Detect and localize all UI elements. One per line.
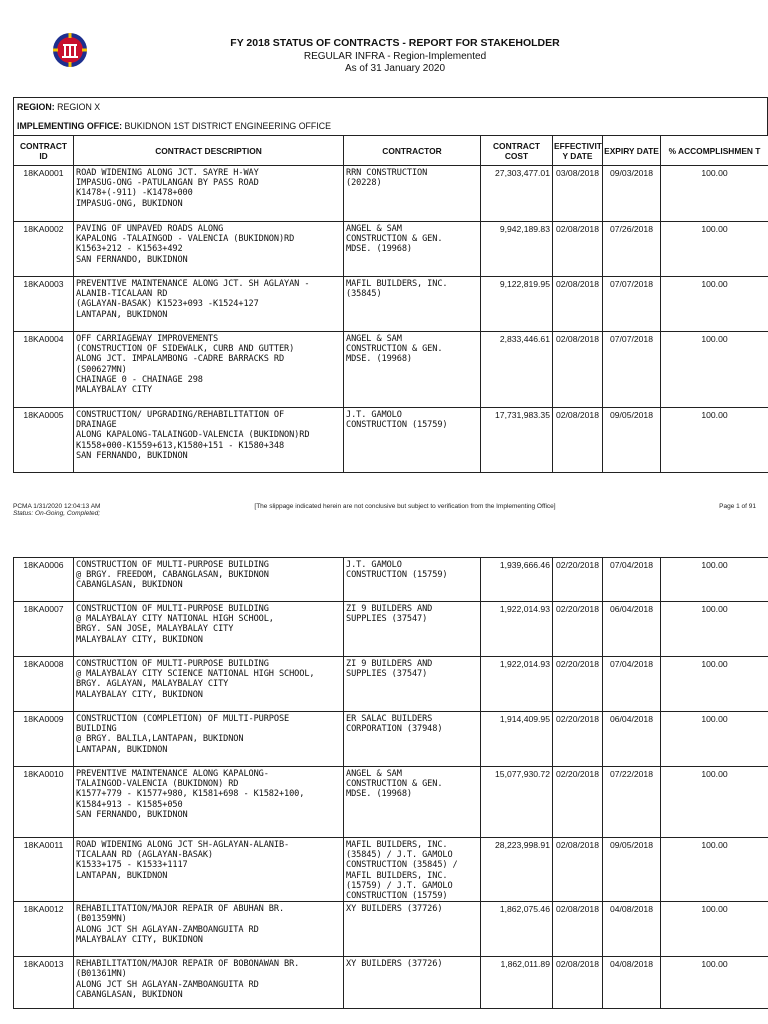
cell-expiry-date: 06/04/2018 (603, 602, 661, 657)
cell-contractor: XY BUILDERS (37726) (344, 902, 481, 957)
cell-contractor: XY BUILDERS (37726) (344, 957, 481, 1009)
col-header-contractor: CONTRACTOR (344, 136, 481, 166)
cell-effectivity-date: 02/20/2018 (553, 602, 603, 657)
cell-description: PREVENTIVE MAINTENANCE ALONG KAPALONG- TALAINGOD-VALENCIA (BUKIDNON) RD K1577+779 - K1577+980, K1581+698 - K1582+100, K1584+913 - K1585+050 SAN FERNANDO, BUKIDNON (74, 767, 344, 838)
cell-description: CONSTRUCTION OF MULTI-PURPOSE BUILDING @ MALAYBALAY CITY NATIONAL HIGH SCHOOL, BRGY. SAN JOSE, MALAYBALAY CITY MALAYBALAY CITY, BUKIDNON (74, 602, 344, 657)
footer-timestamp: PCMA 1/31/2020 12:04:13 AM (13, 503, 101, 510)
cell-accomplishment: 100.00 (661, 332, 768, 408)
cell-expiry-date: 07/04/2018 (603, 558, 661, 602)
cell-expiry-date: 07/07/2018 (603, 332, 661, 408)
cell-description: CONSTRUCTION OF MULTI-PURPOSE BUILDING @ BRGY. FREEDOM, CABANGLASAN, BUKIDNON CABANGLASAN, BUKIDNON (74, 558, 344, 602)
cell-description: OFF CARRIAGEWAY IMPROVEMENTS (CONSTRUCTION OF SIDEWALK, CURB AND GUTTER) ALONG JCT. IMPALAMBONG -CADRE BARRACKS RD (S00627MN) CHAINAGE 0 - CHAINAGE 298 MALAYBALAY CITY (74, 332, 344, 408)
cell-effectivity-date: 03/08/2018 (553, 166, 603, 222)
cell-description: PAVING OF UNPAVED ROADS ALONG KAPALONG -TALAINGOD - VALENCIA (BUKIDNON)RD K1563+212 - K1563+492 SAN FERNANDO, BUKIDNON (74, 222, 344, 277)
cell-accomplishment: 100.00 (661, 602, 768, 657)
cell-contract-cost: 15,077,930.72 (481, 767, 553, 838)
cell-description: REHABILITATION/MAJOR REPAIR OF BOBONAWAN BR. (B01361MN) ALONG JCT SH AGLAYAN-ZAMBOANGUITA RD CABANGLASAN, BUKIDNON (74, 957, 344, 1009)
cell-accomplishment: 100.00 (661, 767, 768, 838)
cell-contractor: J.T. GAMOLO CONSTRUCTION (15759) (344, 558, 481, 602)
contracts-table-page-2 (13, 557, 768, 1009)
cell-contract-cost: 27,303,477.01 (481, 166, 553, 222)
cell-accomplishment: 100.00 (661, 222, 768, 277)
cell-effectivity-date: 02/08/2018 (553, 277, 603, 332)
cell-contractor: RRN CONSTRUCTION (20228) (344, 166, 481, 222)
table-row (14, 408, 768, 473)
cell-description: CONSTRUCTION (COMPLETION) OF MULTI-PURPOSE BUILDING @ BRGY. BALILA,LANTAPAN, BUKIDNON LANTAPAN, BUKIDNON (74, 712, 344, 767)
cell-effectivity-date: 02/08/2018 (553, 408, 603, 473)
report-page-2 (0, 545, 768, 1024)
table-row (14, 838, 768, 902)
col-header-effectivity: EFFECTIVIT Y DATE (553, 136, 603, 166)
cell-contract-cost: 28,223,998.91 (481, 838, 553, 902)
cell-expiry-date: 09/05/2018 (603, 838, 661, 902)
footer-status: Status: On-Going, Completed; (13, 510, 101, 517)
cell-contractor: ANGEL & SAM CONSTRUCTION & GEN. MDSE. (19968) (344, 767, 481, 838)
cell-contract-cost: 1,862,075.46 (481, 902, 553, 957)
cell-effectivity-date: 02/08/2018 (553, 838, 603, 902)
cell-accomplishment: 100.00 (661, 902, 768, 957)
cell-contractor: ANGEL & SAM CONSTRUCTION & GEN. MDSE. (19968) (344, 332, 481, 408)
cell-description: PREVENTIVE MAINTENANCE ALONG JCT. SH AGLAYAN - ALANIB-TICALAAN RD (AGLAYAN-BASAK) K1523+093 -K1524+127 LANTAPAN, BUKIDNON (74, 277, 344, 332)
cell-expiry-date: 07/04/2018 (603, 657, 661, 712)
col-header-cost: CONTRACT COST (481, 136, 553, 166)
cell-contract-id: 18KA0001 (14, 166, 74, 222)
region-label: REGION: (17, 102, 55, 112)
cell-description: ROAD WIDENING ALONG JCT SH-AGLAYAN-ALANIB- TICALAAN RD (AGLAYAN-BASAK) K1533+175 - K1533+1117 LANTAPAN, BUKIDNON (74, 838, 344, 902)
cell-contract-cost: 2,833,446.61 (481, 332, 553, 408)
footer-page-number: Page 1 of 91 (719, 503, 756, 510)
office-value: BUKIDNON 1ST DISTRICT ENGINEERING OFFICE (124, 121, 331, 131)
cell-effectivity-date: 02/08/2018 (553, 957, 603, 1009)
cell-expiry-date: 04/08/2018 (603, 957, 661, 1009)
cell-accomplishment: 100.00 (661, 838, 768, 902)
table-row (14, 332, 768, 408)
cell-description: CONSTRUCTION/ UPGRADING/REHABILITATION OF DRAINAGE ALONG KAPALONG-TALAINGOD-VALENCIA (BUKIDNON)RD K1558+000-K1559+613,K1580+151 - K1580+348 SAN FERNANDO, BUKIDNON (74, 408, 344, 473)
cell-contractor: MAFIL BUILDERS, INC. (35845) / J.T. GAMOLO CONSTRUCTION (35845) / MAFIL BUILDERS, INC. (15759) / J.T. GAMOLO CONSTRUCTION (15759) (344, 838, 481, 902)
cell-contract-id: 18KA0004 (14, 332, 74, 408)
cell-expiry-date: 07/07/2018 (603, 277, 661, 332)
cell-contract-cost: 1,862,011.89 (481, 957, 553, 1009)
cell-description: ROAD WIDENING ALONG JCT. SAYRE H-WAY IMPASUG-ONG -PATULANGAN BY PASS ROAD K1478+(-911) -K1478+000 IMPASUG-ONG, BUKIDNON (74, 166, 344, 222)
cell-contract-id: 18KA0003 (14, 277, 74, 332)
report-title: FY 2018 STATUS OF CONTRACTS - REPORT FOR STAKEHOLDER (230, 37, 560, 49)
cell-contract-id: 18KA0002 (14, 222, 74, 277)
cell-contractor: ER SALAC BUILDERS CORPORATION (37948) (344, 712, 481, 767)
cell-accomplishment: 100.00 (661, 408, 768, 473)
table-row (14, 277, 768, 332)
table-row (14, 166, 768, 222)
cell-contractor: J.T. GAMOLO CONSTRUCTION (15759) (344, 408, 481, 473)
table-row (14, 222, 768, 277)
cell-expiry-date: 04/08/2018 (603, 902, 661, 957)
cell-contract-cost: 9,122,819.95 (481, 277, 553, 332)
cell-accomplishment: 100.00 (661, 712, 768, 767)
cell-expiry-date: 07/22/2018 (603, 767, 661, 838)
dpwh-seal-icon (52, 32, 88, 68)
cell-contract-cost: 1,922,014.93 (481, 657, 553, 712)
cell-accomplishment: 100.00 (661, 558, 768, 602)
report-subtitle: REGULAR INFRA - Region-Implemented (303, 51, 487, 62)
col-header-accomplishment: % ACCOMPLISHMEN T (661, 136, 768, 166)
cell-expiry-date: 06/04/2018 (603, 712, 661, 767)
footer-left (13, 503, 153, 517)
cell-accomplishment: 100.00 (661, 957, 768, 1009)
col-header-contract-id: CONTRACT ID (14, 136, 74, 166)
cell-contract-id: 18KA0011 (14, 838, 74, 902)
col-header-expiry: EXPIRY DATE (603, 136, 661, 166)
cell-contractor: MAFIL BUILDERS, INC. (35845) (344, 277, 481, 332)
cell-expiry-date: 07/26/2018 (603, 222, 661, 277)
cell-effectivity-date: 02/08/2018 (553, 332, 603, 408)
cell-expiry-date: 09/05/2018 (603, 408, 661, 473)
cell-expiry-date: 09/03/2018 (603, 166, 661, 222)
table-row (14, 767, 768, 838)
cell-contract-cost: 17,731,983.35 (481, 408, 553, 473)
table-row (14, 712, 768, 767)
cell-contract-id: 18KA0010 (14, 767, 74, 838)
cell-contract-id: 18KA0013 (14, 957, 74, 1009)
cell-contractor: ZI 9 BUILDERS AND SUPPLIES (37547) (344, 657, 481, 712)
cell-accomplishment: 100.00 (661, 277, 768, 332)
cell-effectivity-date: 02/08/2018 (553, 902, 603, 957)
cell-contract-cost: 1,914,409.95 (481, 712, 553, 767)
table-row (14, 602, 768, 657)
cell-contract-id: 18KA0012 (14, 902, 74, 957)
cell-contract-id: 18KA0006 (14, 558, 74, 602)
office-label: IMPLEMENTING OFFICE: (17, 121, 123, 131)
cell-effectivity-date: 02/08/2018 (553, 222, 603, 277)
col-header-description: CONTRACT DESCRIPTION (74, 136, 344, 166)
cell-contract-id: 18KA0005 (14, 408, 74, 473)
region-value: REGION X (57, 102, 101, 112)
cell-effectivity-date: 02/20/2018 (553, 767, 603, 838)
cell-effectivity-date: 02/20/2018 (553, 657, 603, 712)
region-row (14, 98, 767, 117)
cell-description: REHABILITATION/MAJOR REPAIR OF ABUHAN BR. (B01359MN) ALONG JCT SH AGLAYAN-ZAMBOANGUITA RD MALAYBALAY CITY, BUKIDNON (74, 902, 344, 957)
cell-effectivity-date: 02/20/2018 (553, 558, 603, 602)
cell-contractor: ZI 9 BUILDERS AND SUPPLIES (37547) (344, 602, 481, 657)
cell-accomplishment: 100.00 (661, 166, 768, 222)
cell-contract-cost: 1,922,014.93 (481, 602, 553, 657)
cell-effectivity-date: 02/20/2018 (553, 712, 603, 767)
footer-disclaimer: [The slippage indicated herein are not conclusive but subject to verification from the Implementing Office] (254, 503, 556, 510)
table-row (14, 558, 768, 602)
contracts-table-page-1 (13, 135, 768, 473)
cell-contractor: ANGEL & SAM CONSTRUCTION & GEN. MDSE. (19968) (344, 222, 481, 277)
table-header-row (14, 136, 768, 166)
cell-accomplishment: 100.00 (661, 657, 768, 712)
cell-contract-id: 18KA0008 (14, 657, 74, 712)
cell-contract-cost: 1,939,666.46 (481, 558, 553, 602)
cell-description: CONSTRUCTION OF MULTI-PURPOSE BUILDING @ MALAYBALAY CITY SCIENCE NATIONAL HIGH SCHOOL, BRGY. AGLAYAN, MALAYBALAY CITY MALAYBALAY CITY, BUKIDNON (74, 657, 344, 712)
table-row (14, 957, 768, 1009)
table-row (14, 902, 768, 957)
cell-contract-id: 18KA0007 (14, 602, 74, 657)
table-row (14, 657, 768, 712)
cell-contract-id: 18KA0009 (14, 712, 74, 767)
report-info-box (13, 97, 768, 136)
office-row (14, 117, 767, 136)
report-as-of-date: As of 31 January 2020 (344, 63, 446, 74)
cell-contract-cost: 9,942,189.83 (481, 222, 553, 277)
